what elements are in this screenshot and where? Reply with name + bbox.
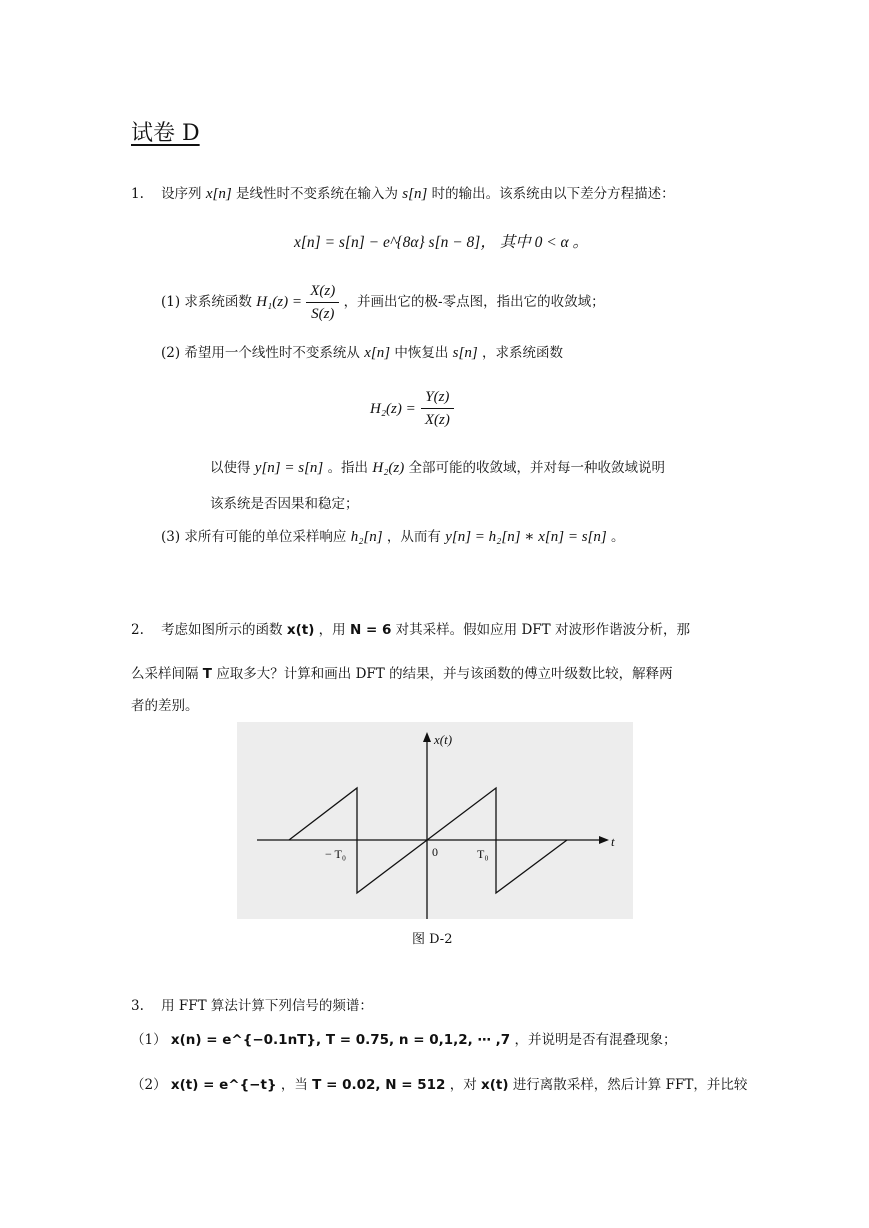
q2-line3: 者的差别。: [131, 698, 199, 714]
q3-p2-text1: ，当: [280, 1077, 308, 1093]
q1-p2-line2-a: 以使得: [210, 460, 251, 476]
q1-p3-c: 。: [611, 529, 625, 545]
q3-p2-math1: x(t) = e^{−t}: [170, 1077, 277, 1093]
sawtooth-plot: [237, 722, 633, 919]
math-H2eq: H₂(z) =: [370, 401, 416, 417]
q1-p1-a: 求系统函数: [184, 294, 252, 310]
fraction-denominator: X(z): [424, 412, 450, 428]
q1-number: 1.: [131, 186, 144, 202]
q3-p2-math2: T = 0.02, N = 512: [312, 1077, 446, 1093]
q3-part1: [131, 1030, 677, 1050]
q3-p1-label: （1）: [131, 1032, 167, 1048]
q1-p2-label: (2): [161, 345, 181, 361]
math-xt: x(t): [286, 622, 315, 638]
q2-line2-b: 应取多大？计算和画出 DFT 的结果，并与该函数的傅立叶级数比较，解释两: [216, 666, 673, 682]
q1-p1-label: (1): [161, 294, 181, 310]
q1-part2: [161, 343, 563, 363]
q2-line2: [131, 664, 673, 684]
math-xn: x[n]: [364, 345, 391, 361]
math-H1: H₁(z) =: [256, 294, 302, 310]
q3-part2: [131, 1075, 747, 1095]
fraction-X-over-S: [306, 280, 339, 325]
y-axis-label: x(t): [434, 732, 453, 747]
q3-line1: [131, 996, 373, 1016]
q2-line1-b: ，用: [318, 622, 346, 638]
q3-p2-text3: 进行离散采样，然后计算 FFT，并比较: [512, 1077, 748, 1093]
math-xn: x[n]: [205, 186, 232, 202]
q1-part1: [161, 280, 605, 325]
figure-caption: 图 D-2: [412, 932, 453, 947]
figure-sawtooth: [237, 722, 633, 919]
x-axis-label: t: [611, 834, 615, 849]
page-title: 试卷 D: [131, 121, 200, 146]
math-N6: N = 6: [349, 622, 392, 638]
fraction-denominator: S(z): [311, 306, 335, 322]
q3-p2-math3: x(t): [481, 1077, 509, 1093]
q1-equation: x[n] = s[n] − e^{8α} s[n − 8]， 其中 0 < α 。: [294, 234, 589, 251]
q1-p1-b: ，并画出它的极-零点图，指出它的收敛域；: [343, 294, 605, 310]
q2-line1: [131, 620, 690, 640]
q2-line2-a: 么采样间隔: [131, 666, 199, 682]
q1-line1: [131, 184, 675, 204]
tick-zero: 0: [432, 845, 438, 859]
q1-h2-equation: [370, 386, 454, 431]
q3-p2-text2: ，对: [449, 1077, 477, 1093]
q1-p2-line2-b: 。指出: [327, 460, 369, 476]
fraction-numerator: Y(z): [421, 386, 454, 409]
q1-p3-label: (3): [161, 529, 181, 545]
q3-p2-label: （2）: [131, 1077, 167, 1093]
q1-p2-a: 希望用一个线性时不变系统从: [184, 345, 360, 361]
q1-part2-line2: [210, 458, 665, 478]
math-sn: s[n]: [402, 186, 428, 202]
fraction-Y-over-X: [421, 386, 454, 431]
q1-p2-line2-c: 全部可能的收敛域，并对每一种收敛域说明: [408, 460, 666, 476]
x-axis-arrow: [599, 836, 609, 844]
q1-p2-c: ，求系统函数: [481, 345, 563, 361]
q2-line1-a: 考虑如图所示的函数: [161, 622, 283, 638]
q1-intro-b: 是线性时不变系统在输入为: [236, 186, 398, 202]
q3-intro: 用 FFT 算法计算下列信号的频谱：: [161, 998, 373, 1014]
q1-intro-a: 设序列: [161, 186, 202, 202]
y-axis-arrow: [423, 732, 431, 742]
q1-p2-b: 中恢复出: [394, 345, 449, 361]
math-convolution: y[n] = h₂[n] ∗ x[n] = s[n]: [445, 529, 607, 545]
fraction-numerator: X(z): [306, 280, 339, 303]
q1-intro-c: 时的输出。该系统由以下差分方程描述：: [431, 186, 675, 202]
math-yeqs: y[n] = s[n]: [254, 460, 324, 476]
q3-number: 3.: [131, 998, 144, 1014]
math-sn: s[n]: [452, 345, 478, 361]
q3-p1-text: ，并说明是否有混叠现象；: [514, 1032, 677, 1048]
tick-neg-T0: − T₀: [325, 847, 347, 861]
q3-p1-math: x(n) = e^{−0.1nT}, T = 0.75, n = 0,1,2, ⋯ ,7: [170, 1032, 511, 1048]
q1-p3-a: 求所有可能的单位采样响应: [184, 529, 347, 545]
tick-pos-T0: T₀: [477, 847, 489, 861]
math-T: T: [202, 666, 213, 682]
q2-number: 2.: [131, 622, 144, 638]
q2-line1-c: 对其采样。假如应用 DFT 对波形作谐波分析，那: [395, 622, 690, 638]
q1-part2-line3: 该系统是否因果和稳定；: [210, 496, 359, 512]
math-H2: H₂(z): [372, 460, 405, 476]
q1-part3: [161, 527, 625, 547]
q1-p3-b: ，从而有: [386, 529, 441, 545]
math-h2n: h₂[n]: [350, 529, 383, 545]
